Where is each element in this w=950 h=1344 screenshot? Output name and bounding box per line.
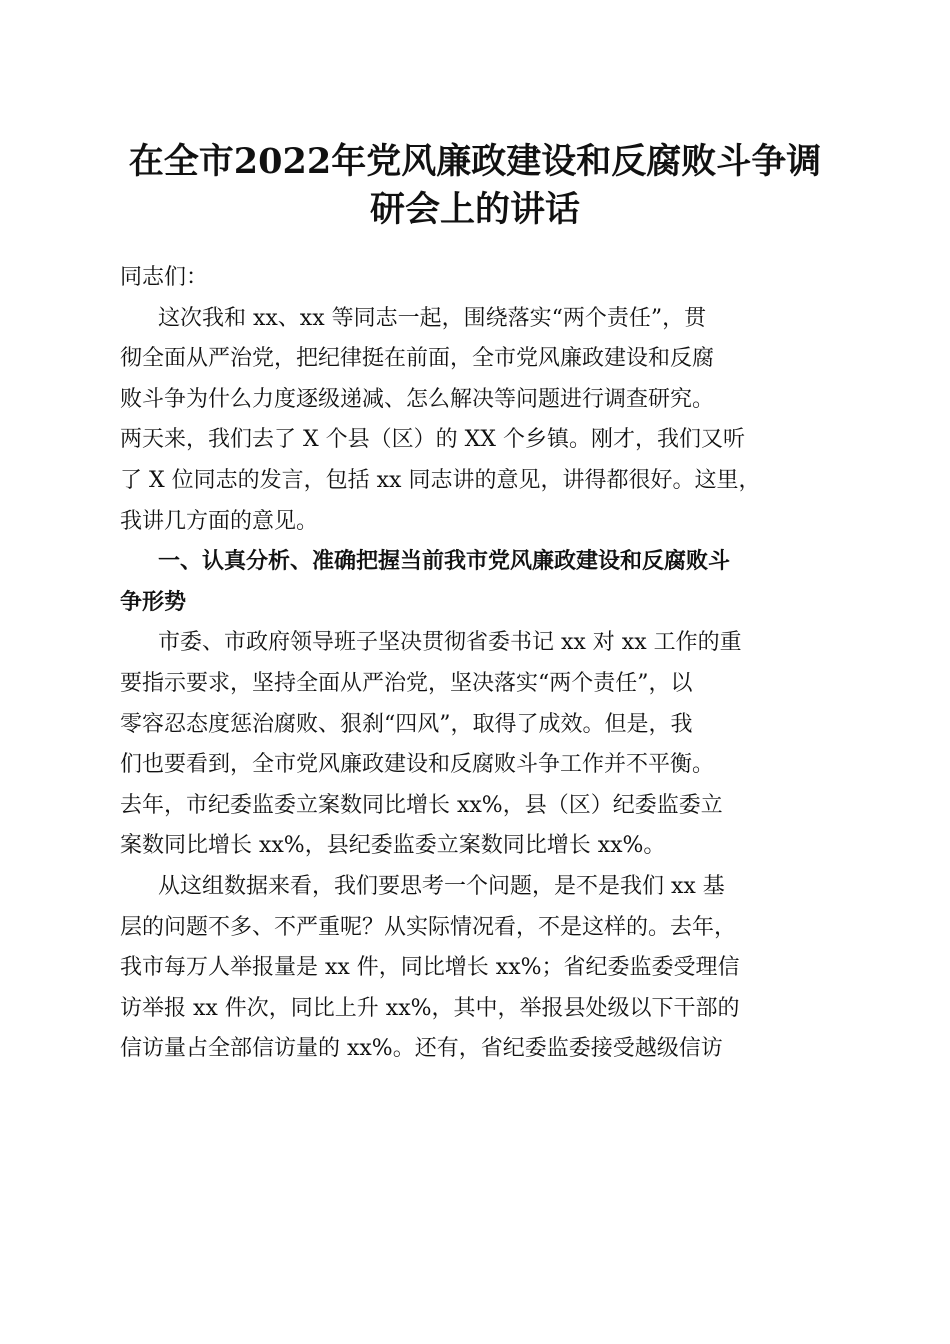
paragraph-line: 零容忍态度惩治腐败、狠刹“四风”，取得了成效。但是，我 — [120, 711, 693, 737]
section-heading-1 — [120, 542, 832, 623]
document-title — [100, 138, 850, 234]
paragraph-line: 这次我和 xx、xx 等同志一起，围绕落实“两个责任”，贯 — [158, 305, 707, 331]
paragraph-line: 信访量占全部信访量的 xx%。还有，省纪委监委接受越级信访 — [120, 1036, 723, 1062]
salutation: 同志们： — [120, 265, 209, 290]
paragraph-line: 我市每万人举报量是 xx 件，同比增长 xx%；省纪委监委受理信 — [120, 955, 740, 981]
paragraph-line: 败斗争为什么力度逐级递减、怎么解决等问题进行调查研究。 — [120, 386, 715, 412]
paragraph-line: 市委、市政府领导班子坚决贯彻省委书记 xx 对 xx 工作的重 — [158, 630, 742, 656]
paragraph-line: 要指示要求，坚持全面从严治党，坚决落实“两个责任”，以 — [120, 670, 693, 696]
document-body — [120, 258, 832, 1070]
heading-line: 一、认真分析、准确把握当前我市党风廉政建设和反腐败斗 — [158, 549, 731, 575]
paragraph-data-analysis — [120, 867, 832, 1070]
paragraph-line: 从这组数据来看，我们要思考一个问题，是不是我们 xx 基 — [158, 873, 725, 899]
paragraph-line: 我讲几方面的意见。 — [120, 508, 319, 534]
title-line: 研会上的讲话 — [369, 189, 580, 230]
paragraph-line: 层的问题不多、不严重呢？从实际情况看，不是这样的。去年， — [120, 914, 737, 940]
paragraph-line: 两天来，我们去了 X 个县（区）的 XX 个乡镇。刚才，我们又听 — [120, 427, 745, 453]
title-line: 在全市2022年党风廉政建设和反腐败斗争调 — [128, 141, 822, 182]
heading-line: 争形势 — [120, 589, 187, 615]
paragraph-line: 们也要看到，全市党风廉政建设和反腐败斗争工作并不平衡。 — [120, 752, 715, 778]
paragraph-line: 了 X 位同志的发言，包括 xx 同志讲的意见，讲得都很好。这里， — [120, 467, 761, 493]
paragraph-line: 访举报 xx 件次，同比上升 xx%，其中，举报县处级以下干部的 — [120, 995, 740, 1021]
paragraph-line: 彻全面从严治党，把纪律挺在前面，全市党风廉政建设和反腐 — [120, 346, 715, 372]
paragraph-line: 去年，市纪委监委立案数同比增长 xx%，县（区）纪委监委立 — [120, 792, 723, 818]
paragraph-intro — [120, 299, 832, 543]
paragraph-line: 案数同比增长 xx%，县纪委监委立案数同比增长 xx%。 — [120, 833, 666, 859]
paragraph-situation — [120, 623, 832, 867]
